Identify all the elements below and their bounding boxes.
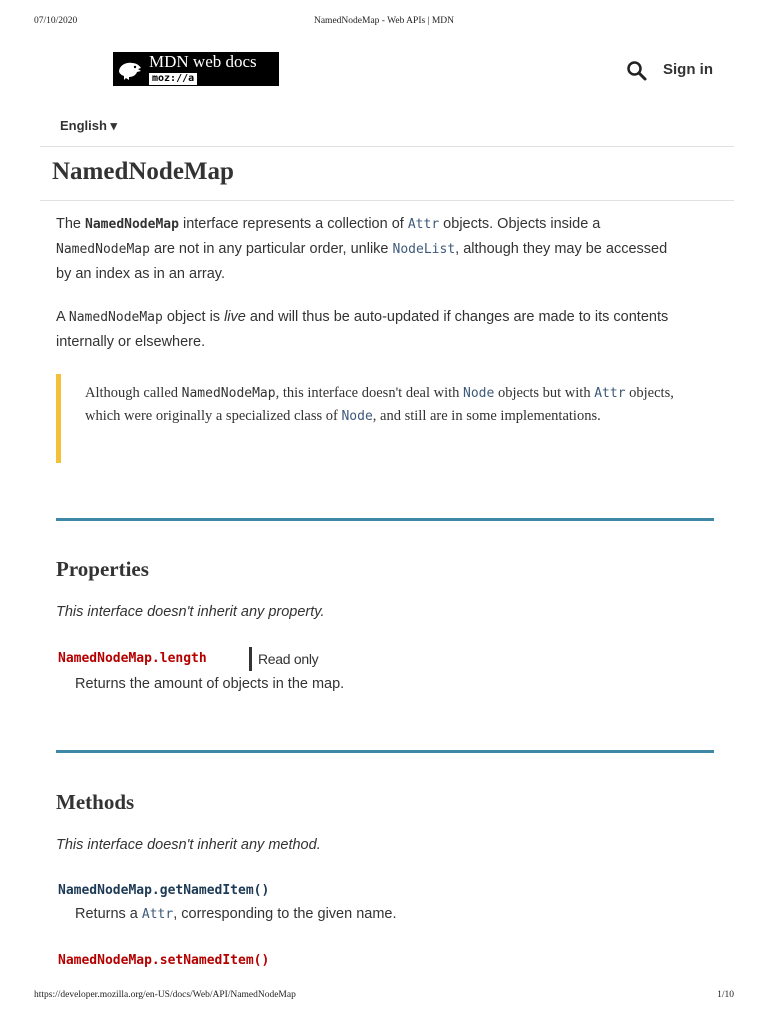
read-only-badge: Read only [249,647,318,671]
method-getnameditem-link[interactable]: NamedNodeMap.getNamedItem() [58,883,270,898]
print-footer [34,990,734,1004]
nodelist-link[interactable]: NodeList [392,242,456,257]
note-callout [56,374,691,463]
code-namednodemap: NamedNodeMap [68,310,163,325]
search-icon[interactable] [626,60,648,82]
print-url: https://developer.mozilla.org/en-US/docs/Web/API/NamedNodeMap [34,990,296,1000]
method-setnameditem-link[interactable]: NamedNodeMap.setNamedItem() [58,953,270,968]
section-divider [56,750,714,753]
logo-text: MDN web docs [149,52,257,71]
methods-inherit-note: This interface doesn't inherit any method. [56,837,321,853]
attr-link[interactable]: Attr [594,386,626,401]
section-divider [56,518,714,521]
intro-paragraph-1: The NamedNodeMap interface represents a collection of Attr objects. Objects inside a NamedNodeMap are not in any particular order, unlike NodeList, although they may be accessed by an index as in an array. [56,216,668,282]
node-link[interactable]: Node [341,409,373,424]
emphasis-live: live [224,309,246,325]
attr-link[interactable]: Attr [141,907,174,922]
print-date: 07/10/2020 [34,16,78,26]
property-length-description: Returns the amount of objects in the map. [75,676,345,692]
language-selector[interactable]: English ▾ [60,118,118,133]
note-text: Although called NamedNodeMap, this interface doesn't deal with Node objects but with Attr objects, which were originally a specialized class of Node, and still are in some implementations. [85,385,674,424]
code-namednodemap: NamedNodeMap [181,386,276,401]
print-title: NamedNodeMap - Web APIs | MDN [313,16,454,26]
methods-heading: Methods [56,790,135,814]
method-getnameditem-description: Returns a Attr, corresponding to the given name. [75,906,397,922]
code-namednodemap: NamedNodeMap [85,217,179,232]
mozilla-wordmark: moz://a [149,73,197,85]
page-title: NamedNodeMap [52,158,234,185]
print-header [34,16,734,30]
code-namednodemap: NamedNodeMap [56,242,150,257]
intro-paragraph-2: A NamedNodeMap object is live and will thus be auto-updated if changes are made to its contents internally or elsewhere. [56,309,669,350]
mdn-logo[interactable] [113,52,279,86]
sign-in-link[interactable]: Sign in [663,61,713,78]
attr-link[interactable]: Attr [407,217,440,232]
properties-inherit-note: This interface doesn't inherit any property. [56,604,325,620]
title-divider [40,200,734,201]
print-page-number: 1/10 [717,990,734,1000]
node-link[interactable]: Node [463,386,495,401]
property-length-link[interactable]: NamedNodeMap.length [58,651,207,666]
dinosaur-icon [113,52,147,86]
header-divider [40,146,734,147]
properties-heading: Properties [56,557,149,581]
